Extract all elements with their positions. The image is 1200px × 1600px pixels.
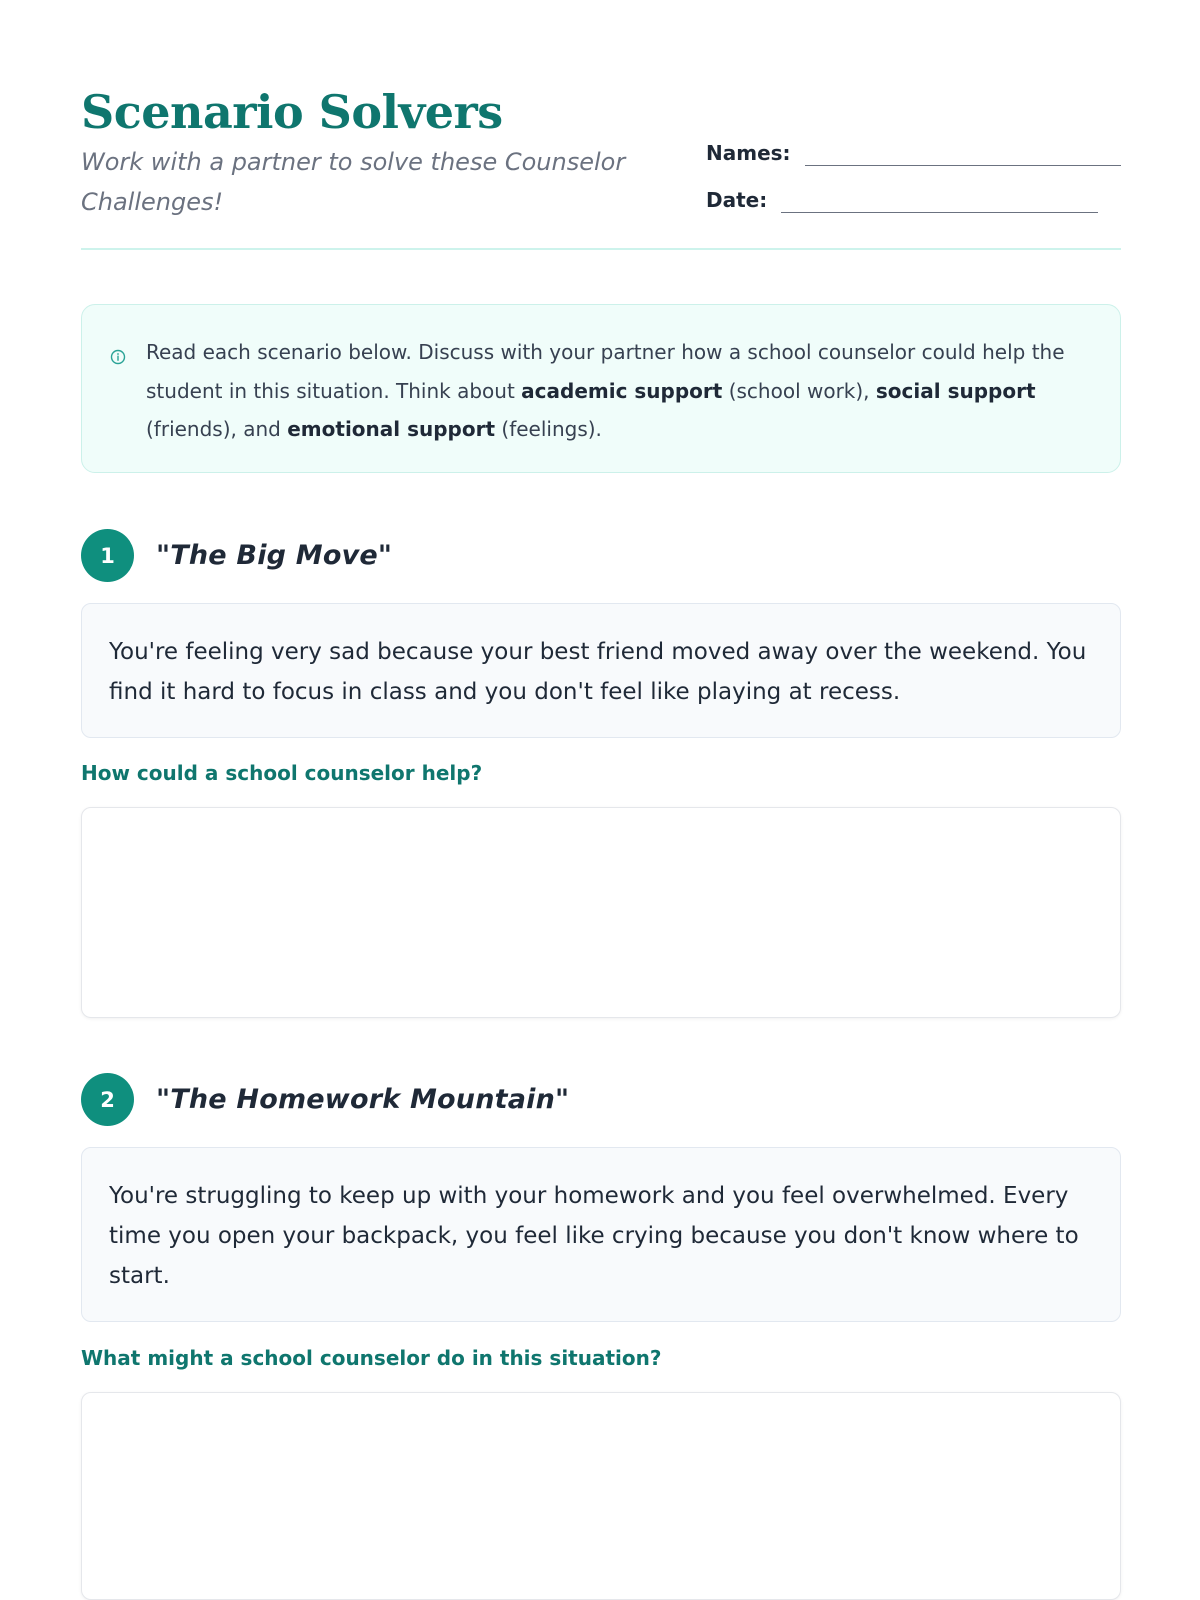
date-label: Date: xyxy=(706,188,768,212)
scenario-1-heading xyxy=(81,529,392,582)
date-line[interactable] xyxy=(781,196,1098,213)
scenario-number-badge: 1 xyxy=(81,529,134,582)
names-line[interactable] xyxy=(805,149,1121,166)
instructions-intro: Read each scenario below. Discuss with your partner how a school counselor could help the student in this situation. Think about xyxy=(146,340,1065,403)
scenario-title: "The Homework Mountain" xyxy=(156,1084,570,1115)
academic-support-note: (school work), xyxy=(722,378,876,403)
social-support-term: social support xyxy=(875,378,1036,403)
info-icon xyxy=(110,349,126,365)
instructions-text xyxy=(146,333,1084,449)
emotional-support-note: (feelings). xyxy=(495,417,602,441)
emotional-support-term: emotional support xyxy=(287,417,496,441)
worksheet-header xyxy=(81,82,1121,250)
names-label: Names: xyxy=(706,141,791,165)
instructions-box xyxy=(81,304,1121,473)
scenario-2-answer-box[interactable] xyxy=(81,1392,1121,1600)
social-support-note: (friends), and xyxy=(146,417,288,441)
page-title: Scenario Solvers xyxy=(81,85,503,139)
page-subtitle: Work with a partner to solve these Counselor Challenges! xyxy=(81,148,626,216)
date-field[interactable] xyxy=(706,187,1098,213)
scenario-1-description: You're feeling very sad because your best friend moved away over the weekend. You find it hard to focus in class and you don't feel like playing at recess. xyxy=(81,603,1121,738)
names-field[interactable] xyxy=(706,140,1121,166)
scenario-number-badge: 2 xyxy=(81,1073,134,1126)
scenario-1-answer-box[interactable] xyxy=(81,807,1121,1018)
scenario-2-description: You're struggling to keep up with your homework and you feel overwhelmed. Every time you open your backpack, you feel like crying because you don't know where to start. xyxy=(81,1147,1121,1322)
scenario-1-question: How could a school counselor help? xyxy=(81,761,483,785)
academic-support-term: academic support xyxy=(521,378,723,403)
scenario-2-question: What might a school counselor do in this situation? xyxy=(81,1346,662,1370)
scenario-2-heading xyxy=(81,1073,569,1126)
scenario-title: "The Big Move" xyxy=(156,540,393,571)
